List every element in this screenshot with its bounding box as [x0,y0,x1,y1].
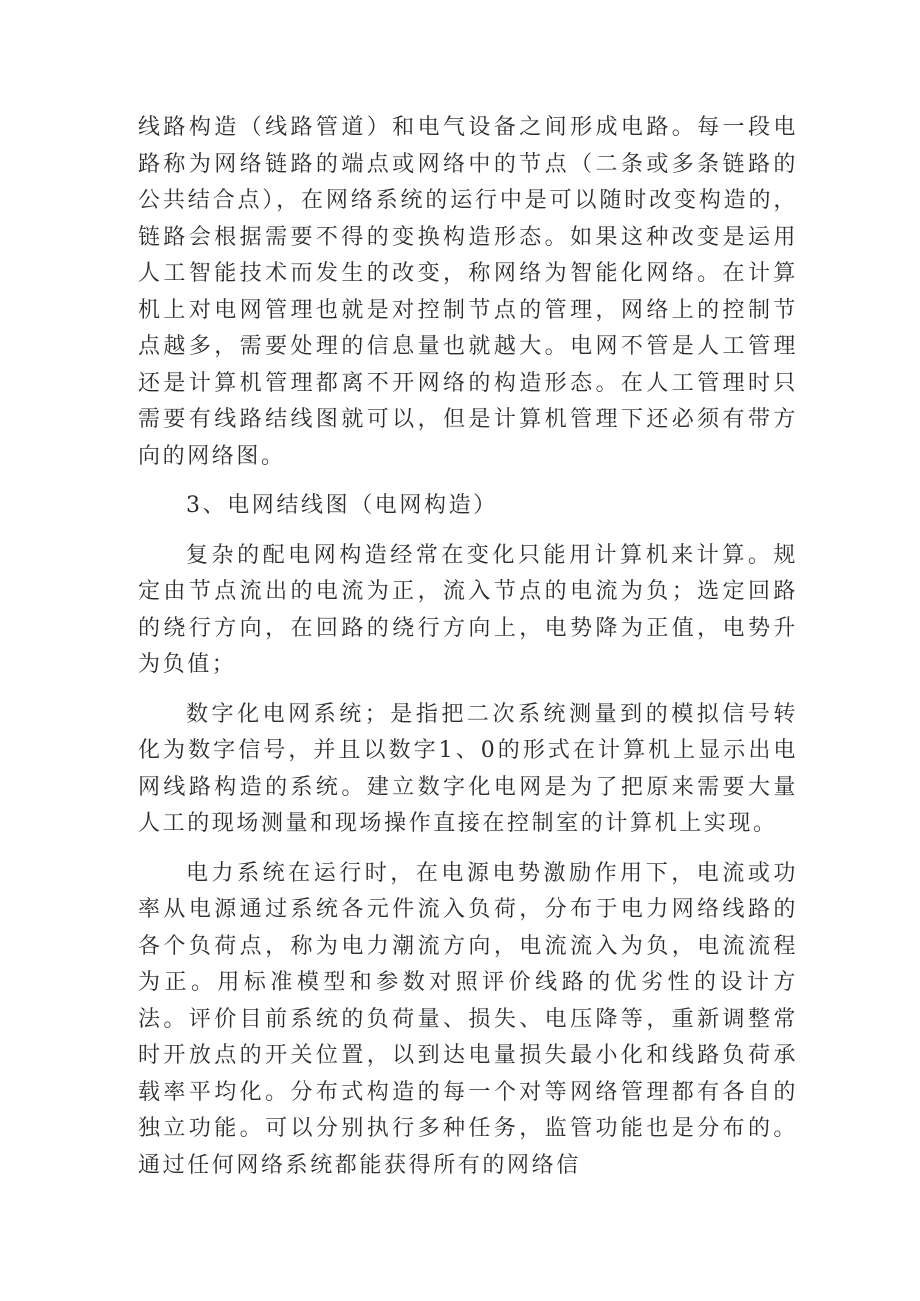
paragraph-distribution-network: 复杂的配电网构造经常在变化只能用计算机来计算。规定由节点流出的电流为正，流入节点的电流为负；选定回路的绕行方向，在回路的绕行方向上，电势降为正值，电势升为负值； [138,542,798,677]
paragraph-continuation: 线路构造（线路管道）和电气设备之间形成电路。每一段电路称为网络链路的端点或网络中的节点（二条或多条链路的公共结合点），在网络系统的运行中是可以随时改变构造的，链路会根据需要不得的变换构造形态。如果这种改变是运用人工智能技术而发生的改变，称网络为智能化网络。在计算机上对电网管理也就是对控制节点的管理，网络上的控制节点越多，需要处理的信息量也就越大。电网不管是人工管理还是计算机管理都离不开网络的构造形态。在人工管理时只需要有线路结线图就可以，但是计算机管理下还必须有带方向的网络图。 [138,115,798,469]
document-body [138,110,798,1184]
paragraph-digital-grid: 数字化电网系统；是指把二次系统测量到的模拟信号转化为数字信号，并且以数字1、0的形式在计算机上显示出电网线路构造的系统。建立数字化电网是为了把原来需要大量人工的现场测量和现场操作直接在控制室的计算机上实现。 [138,701,798,836]
section-heading: 3、电网结线图（电网构造） [186,493,498,518]
paragraph-power-flow: 电力系统在运行时，在电源电势激励作用下，电流或功率从电源通过系统各元件流入负荷，分布于电力网络线路的各个负荷点，称为电力潮流方向，电流流入为负，电流流程为正。用标准模型和参数对照评价线路的优劣性的设计方法。评价目前系统的负荷量、损失、电压降等，重新调整常时开放点的开关位置，以到达电量损失最小化和线路负荷承载率平均化。分布式构造的每一个对等网络管理都有各自的独立功能。可以分别执行多种任务，监管功能也是分布的。通过任何网络系统都能获得所有的网络信 [138,860,798,1178]
